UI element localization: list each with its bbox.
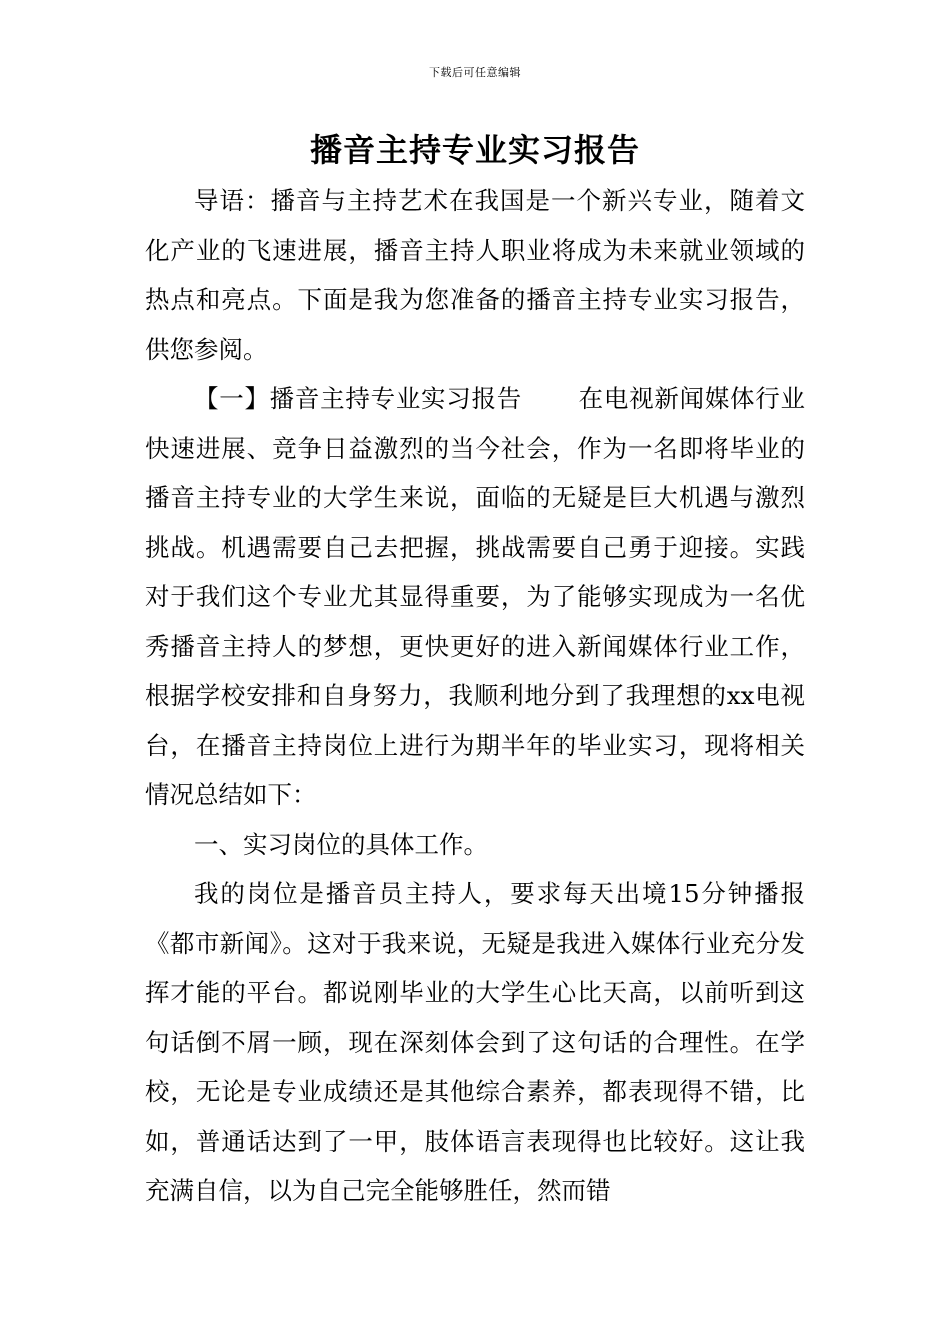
- work-paragraph: 我的岗位是播音员主持人，要求每天出境15分钟播报《都市新闻》。这对于我来说，无疑是我进入媒体行业充分发挥才能的平台。都说刚毕业的大学生心比天高，以前听到这句话倒不屑一顾，现在深刻体会到了这句话的合理性。在学校，无论是专业成绩还是其他综合素养，都表现得不错，比如，普通话达到了一甲，肢体语言表现得也比较好。这让我充满自信，以为自己完全能够胜任，然而错: [145, 879, 805, 1205]
- subheading-work: 一、实习岗位的具体工作。: [194, 829, 488, 859]
- intro-paragraph: 导语：播音与主持艺术在我国是一个新兴专业，随着文化产业的飞速进展，播音主持人职业将成为未来就业领域的热点和亮点。下面是我为您准备的播音主持专业实习报告，供您参阅。: [145, 186, 805, 364]
- header-note: 下载后可任意编辑: [429, 66, 521, 79]
- section-1-body: 在电视新闻媒体行业快速进展、竞争日益激烈的当今社会，作为一名即将毕业的播音主持专业的大学生来说，面临的无疑是巨大机遇与激烈挑战。机遇需要自己去把握，挑战需要自己勇于迎接。实践对于我们这个专业尤其显得重要，为了能够实现成为一名优秀播音主持人的梦想，更快更好的进入新闻媒体行业工作，根据学校安排和自身努力，我顺利地分到了我理想的xx电视台，在播音主持岗位上进行为期半年的毕业实习，现将相关情况总结如下：: [145, 384, 805, 809]
- section-1-paragraph: [145, 374, 805, 820]
- document-title: 播音主持专业实习报告: [309, 131, 640, 169]
- document-body: [145, 176, 805, 1216]
- section-1-heading: 【一】播音主持专业实习报告: [194, 384, 522, 413]
